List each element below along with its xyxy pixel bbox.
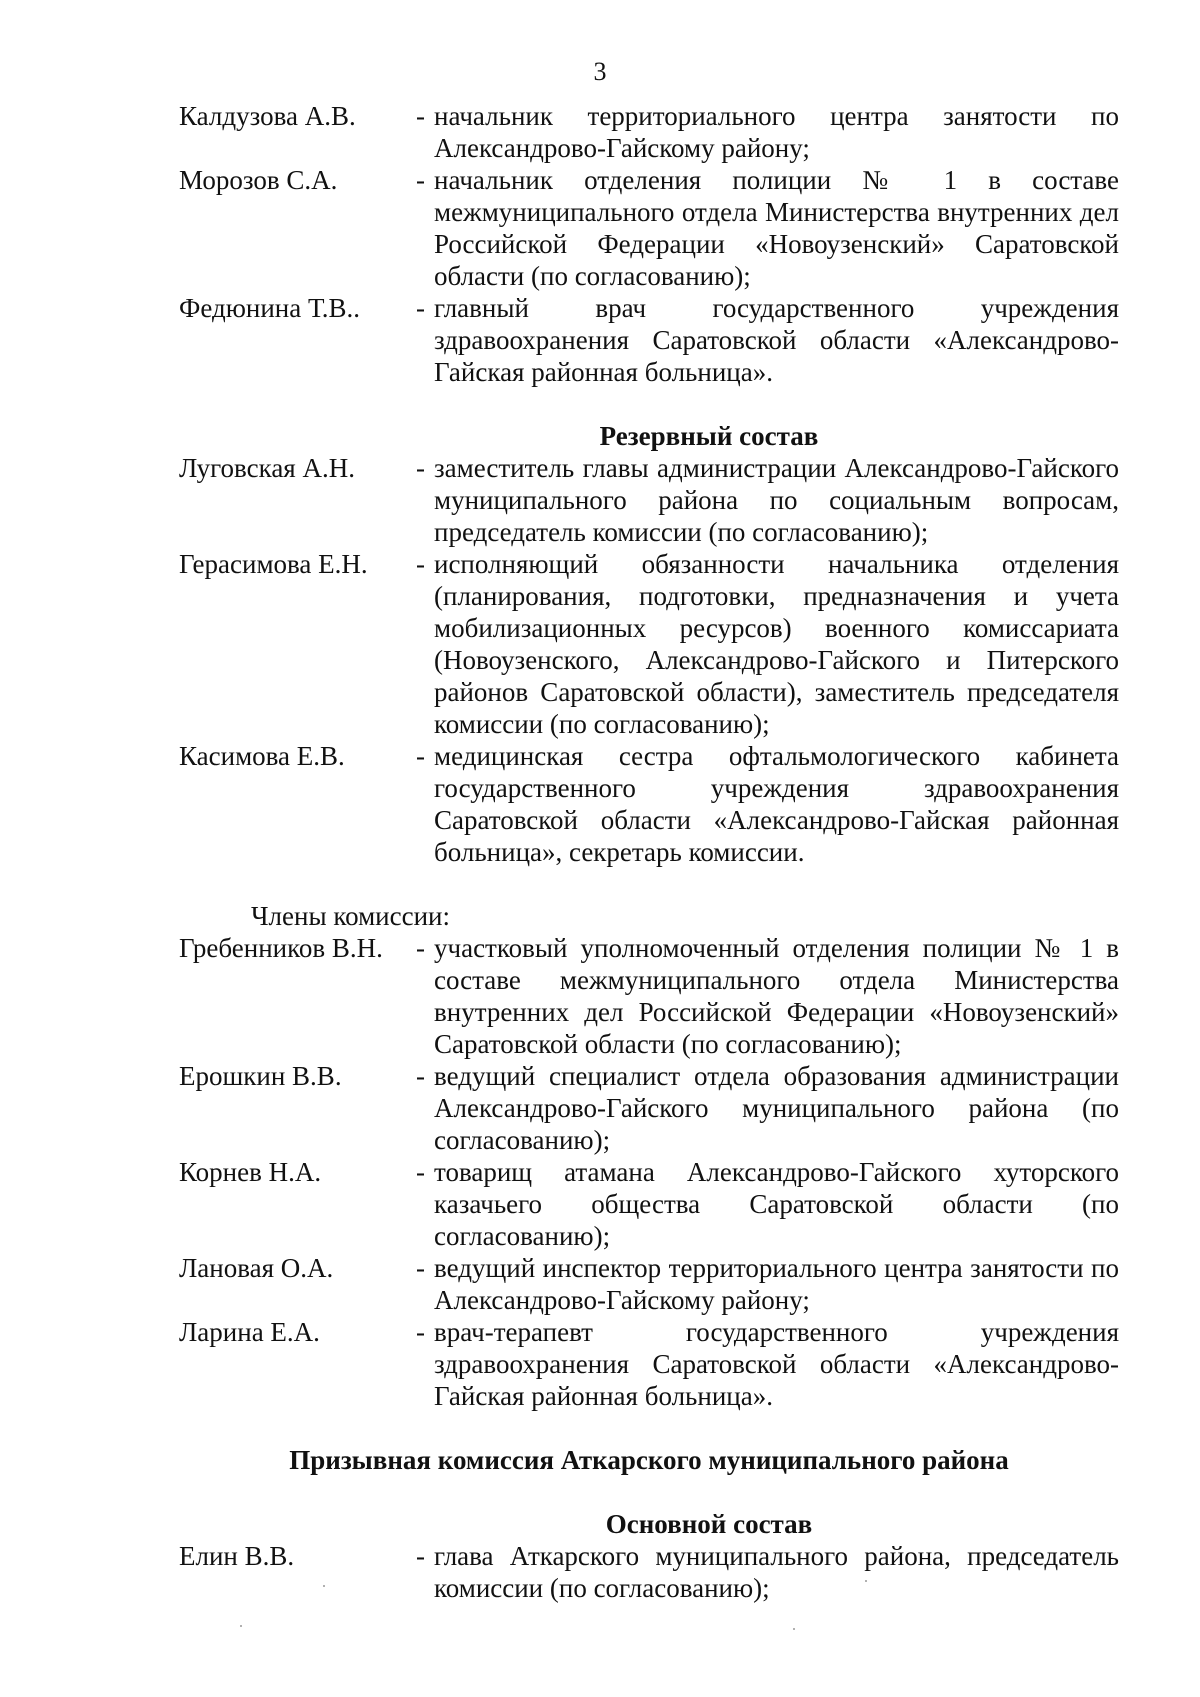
member-entry (179, 1540, 1119, 1604)
member-position: - главный врач государственного учреждения здравоохранения Саратовской области «Александрово-Гайская районная больница». (416, 293, 1119, 387)
main-list (179, 1540, 1119, 1604)
member-entry (179, 100, 1119, 164)
member-entry (179, 740, 1119, 868)
member-entry (179, 164, 1119, 292)
scan-speck (240, 1625, 242, 1627)
scan-speck (865, 1580, 867, 1582)
member-position: - ведущий инспектор территориального центра занятости по Александрово-Гайскому району; (416, 1253, 1119, 1315)
page-number: 3 (593, 57, 607, 86)
scan-speck (793, 1628, 795, 1630)
member-position: - глава Аткарского муниципального района, председатель комиссии (по согласованию); (416, 1541, 1119, 1603)
member-position: - участковый уполномоченный отделения полиции № 1 в составе межмуниципального отдела Министерства внутренних дел Российской Федерации «Новоузенский» Саратовской области (по согласованию); (416, 933, 1119, 1059)
commission-heading: Призывная комиссия Аткарского муниципального района (289, 1445, 1009, 1475)
member-entry (179, 1060, 1119, 1156)
member-name: Федюнина Т.В.. (179, 293, 360, 323)
member-name: Луговская А.Н. (179, 453, 355, 483)
member-position: - товарищ атамана Александрово-Гайского хуторского казачьего общества Саратовской области (по согласованию); (416, 1157, 1119, 1251)
reserve-heading: Резервный состав (599, 421, 819, 451)
reserve-list (179, 452, 1119, 868)
member-position: - врач-терапевт государственного учреждения здравоохранения Саратовской области «Александрово-Гайская районная больница». (416, 1317, 1119, 1411)
member-position: - исполняющий обязанности начальника отделения (планирования, подготовки, предназначения и учета мобилизационных ресурсов) военного комиссариата (Новоузенского, Александрово-Гайского и Питерского районов Саратовской области), заместитель председателя комиссии (по согласованию); (416, 549, 1119, 739)
member-name: Елин В.В. (179, 1541, 295, 1571)
member-name: Герасимова Е.Н. (179, 549, 368, 579)
member-entry (179, 292, 1119, 388)
members-label: Члены комиссии: (251, 901, 450, 931)
member-name: Морозов С.А. (179, 165, 338, 195)
members-list (179, 932, 1119, 1412)
member-position: - начальник территориального центра занятости по Александрово-Гайскому району; (416, 101, 1119, 163)
member-name: Корнев Н.А. (179, 1157, 322, 1187)
member-entry (179, 452, 1119, 548)
member-name: Ерошкин В.В. (179, 1061, 342, 1091)
member-entry (179, 1156, 1119, 1252)
member-position: - медицинская сестра офтальмологического кабинета государственного учреждения здравоохранения Саратовской области «Александрово-Гайская районная больница», секретарь комиссии. (416, 741, 1119, 867)
member-entry (179, 1252, 1119, 1316)
member-position: - ведущий специалист отдела образования администрации Александрово-Гайского муниципального района (по согласованию); (416, 1061, 1119, 1155)
member-position: - начальник отделения полиции № 1 в составе межмуниципального отдела Министерства внутренних дел Российской Федерации «Новоузенский» Саратовской области (по согласованию); (416, 165, 1119, 291)
member-entry (179, 548, 1119, 740)
document-body (179, 100, 1119, 1604)
member-name: Касимова Е.В. (179, 741, 345, 771)
member-name: Лановая О.А. (179, 1253, 334, 1283)
member-name: Ларина Е.А. (179, 1317, 320, 1347)
scan-speck (323, 1585, 325, 1587)
main-heading: Основной состав (605, 1509, 813, 1539)
member-name: Гребенников В.Н. (179, 933, 383, 963)
member-entry (179, 1316, 1119, 1412)
member-entry (179, 932, 1119, 1060)
member-position: - заместитель главы администрации Александрово-Гайского муниципального района по социальным вопросам, председатель комиссии (по согласованию); (416, 453, 1119, 547)
member-name: Калдузова А.В. (179, 101, 356, 131)
top-list (179, 100, 1119, 388)
